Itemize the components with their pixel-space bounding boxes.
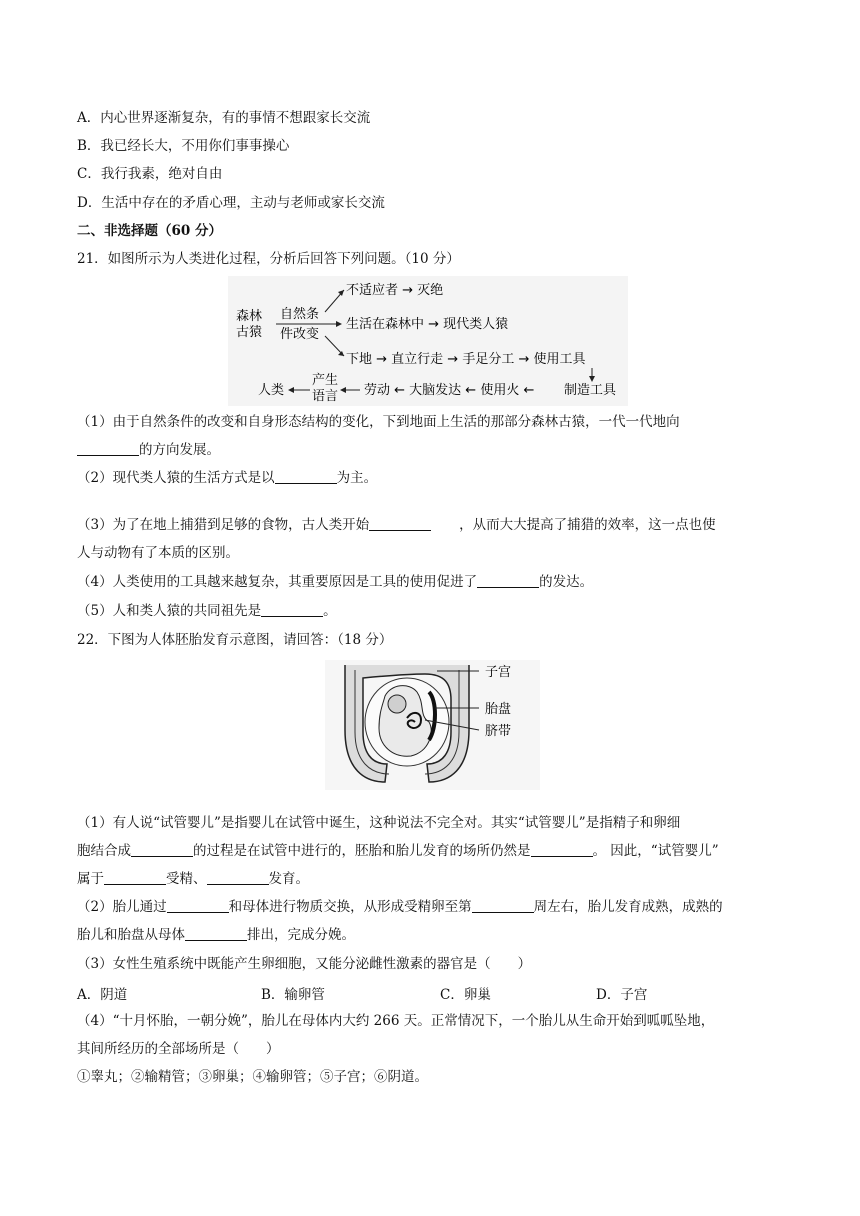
q21-p3-line2: 人与动物有了本质的区别。 [77, 545, 239, 561]
answer-blank[interactable] [531, 843, 593, 857]
answer-blank[interactable] [104, 871, 166, 885]
q22-p3-option-a[interactable]: A．阴道 [77, 987, 128, 1003]
section-title: 二、非选择题（60 分） [77, 223, 222, 239]
ape-label-2: 古猿 [236, 325, 263, 340]
q22-p2-line1: （2）胎儿通过 和母体进行物质交换，从形成受精卵至第 周左右，胎儿发育成熟，成熟的 [77, 899, 723, 915]
q21-p4: （4）人类使用的工具越来越复杂，其重要原因是工具的使用促进了 的发达。 [77, 574, 594, 590]
q22-p1-line2: 胞结合成 的过程是在试管中进行的，胚胎和胎儿发育的场所仍然是 。 因此，“试管婴儿” [77, 843, 719, 859]
q22-p4-line2: 其间所经历的全部场所是（ ） [77, 1041, 280, 1057]
answer-blank[interactable] [369, 517, 431, 531]
row3-chain: 下地 → 直立行走 → 手足分工 → 使用工具 [346, 352, 586, 367]
row4-end: 制造工具 [564, 383, 617, 398]
option-a: A．内心世界逐渐复杂，有的事情不想跟家长交流 [77, 110, 371, 126]
ape-label-1: 森林 [236, 309, 263, 324]
top-branch: 不适应者 → 灭绝 [346, 283, 444, 298]
option-b: B．我已经长大，不用你们事事操心 [77, 138, 290, 154]
language-label-2: 语言 [312, 389, 339, 404]
answer-blank[interactable] [472, 899, 534, 913]
row4-mid: 劳动 ← 大脑发达 ← 使用火 ← [364, 383, 535, 398]
q21-p1-line2: 的方向发展。 [77, 441, 220, 459]
answer-blank[interactable] [167, 899, 229, 913]
q22-p3-option-d[interactable]: D．子宫 [596, 987, 648, 1003]
q22-p3-option-b[interactable]: B．输卵管 [261, 987, 325, 1003]
evolution-diagram [228, 276, 628, 406]
q21-p3-line1: （3）为了在地上捕猎到足够的食物，古人类开始 ，从而大大提高了捕猎的效率，这一点也使 [77, 517, 716, 533]
q21-p1-line1: （1）由于自然条件的改变和自身形态结构的变化，下到地面上生活的那部分森林古猿，一代一代地向 [77, 414, 680, 430]
q21-p2: （2）现代类人猿的生活方式是以 为主。 [77, 470, 378, 486]
answer-blank[interactable] [185, 927, 247, 941]
change-label-2: 件改变 [280, 327, 320, 342]
q22-p3-option-c[interactable]: C．卵巢 [440, 987, 491, 1003]
language-label-1: 产生 [312, 373, 339, 388]
answer-blank[interactable] [477, 574, 539, 588]
change-label-1: 自然条 [280, 307, 320, 322]
q22-p4-line3: ①睾丸；②输精管；③卵巢；④输卵管；⑤子宫；⑥阴道。 [77, 1069, 428, 1085]
q22-p1-line1: （1）有人说“试管婴儿”是指婴儿在试管中诞生，这种说法不完全对。其实“试管婴儿”是指精子和卵细 [77, 815, 681, 831]
human-label: 人类 [258, 383, 285, 398]
answer-blank[interactable] [275, 470, 337, 484]
q22-stem: 22．下图为人体胚胎发育示意图，请回答：（18 分） [77, 632, 393, 648]
answer-blank[interactable] [261, 603, 323, 617]
answer-blank[interactable] [77, 442, 139, 456]
q22-p4-line1: （4）“十月怀胎，一朝分娩”，胎儿在母体内大约 266 天。正常情况下，一个胎儿从生命开始到呱呱坠地， [77, 1013, 715, 1029]
answer-blank[interactable] [131, 843, 193, 857]
q22-p2-line2: 胎儿和胎盘从母体 排出，完成分娩。 [77, 927, 355, 943]
answer-blank[interactable] [207, 871, 269, 885]
middle-branch: 生活在森林中 → 现代类人猿 [346, 317, 509, 332]
option-c: C．我行我素，绝对自由 [77, 166, 223, 182]
q21-stem: 21．如图所示为人类进化过程，分析后回答下列问题。（10 分） [77, 251, 460, 267]
q22-p3: （3）女性生殖系统中既能产生卵细胞，又能分泌雌性激素的器官是（ ） [77, 956, 532, 972]
label-umbilical-cord: 脐带 [485, 724, 512, 739]
option-d: D．生活中存在的矛盾心理，主动与老师或家长交流 [77, 195, 385, 211]
q22-p1-line3: 属于 受精、 发育。 [77, 871, 309, 887]
label-placenta: 胎盘 [485, 702, 512, 717]
q21-p5: （5）人和类人猿的共同祖先是 。 [77, 603, 337, 619]
embryo-diagram [325, 660, 540, 790]
label-uterus: 子宫 [485, 665, 512, 680]
